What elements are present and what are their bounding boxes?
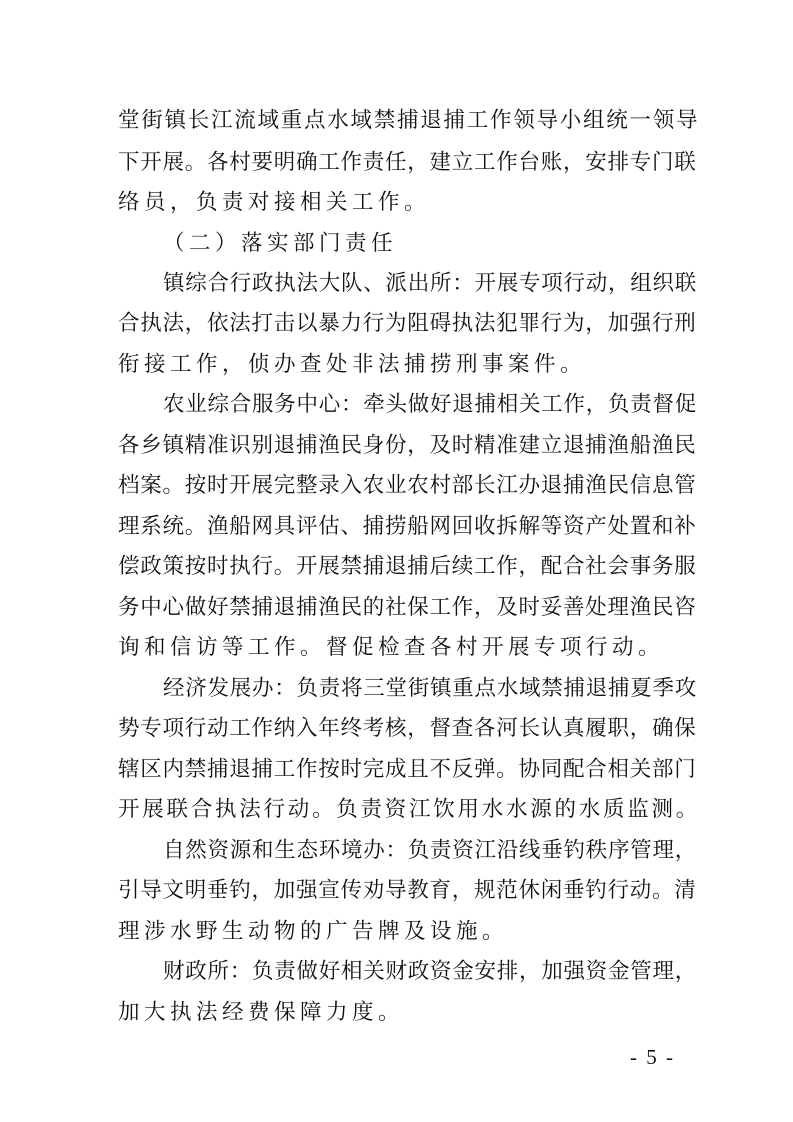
text-line: 偿政策按时执行。开展禁捕退捕后续工作，配合社会事务服 bbox=[118, 554, 697, 579]
text-line: 务中心做好禁捕退捕渔民的社保工作，及时妥善处理渔民咨 bbox=[118, 595, 697, 620]
text-line: 合执法，依法打击以暴力行为阻碍执法犯罪行为，加强行刑 bbox=[118, 311, 697, 336]
text-line: 自然资源和生态环境办：负责资江沿线垂钓秩序管理， bbox=[163, 838, 698, 863]
text-line: 辖区内禁捕退捕工作按时完成且不反弹。协同配合相关部门 bbox=[118, 757, 697, 782]
text-line: 农业综合服务中心：牵头做好退捕相关工作，负责督促 bbox=[163, 392, 698, 417]
text-line: 加大执法经费保障力度。 bbox=[118, 1000, 405, 1025]
text-line: 势专项行动工作纳入年终考核，督查各河长认真履职，确保 bbox=[118, 716, 697, 741]
text-line: 经济发展办：负责将三堂街镇重点水域禁捕退捕夏季攻 bbox=[163, 676, 698, 701]
text-line: 络员，负责对接相关工作。 bbox=[118, 190, 431, 215]
page-number: - 5 - bbox=[630, 1045, 675, 1069]
text-line: 询和信访等工作。督促检查各村开展专项行动。 bbox=[118, 635, 665, 660]
text-line: 理系统。渔船网具评估、捕捞船网回收拆解等资产处置和补 bbox=[118, 514, 697, 539]
text-line: 财政所：负责做好相关财政资金安排，加强资金管理， bbox=[163, 959, 698, 984]
text-line: 引导文明垂钓，加强宣传劝导教育，规范休闲垂钓行动。清 bbox=[118, 878, 697, 903]
text-line: 镇综合行政执法大队、派出所：开展专项行动，组织联 bbox=[163, 271, 698, 296]
text-line: 各乡镇精准识别退捕渔民身份，及时精准建立退捕渔船渔民 bbox=[118, 433, 697, 458]
text-line: 下开展。各村要明确工作责任，建立工作台账，安排专门联 bbox=[118, 150, 697, 175]
text-line: 衔接工作，侦办查处非法捕捞刑事案件。 bbox=[118, 352, 587, 377]
section-heading: （二）落实部门责任 bbox=[163, 231, 398, 256]
text-line: 堂街镇长江流域重点水域禁捕退捕工作领导小组统一领导 bbox=[118, 108, 700, 133]
text-line: 档案。按时开展完整录入农业农村部长江办退捕渔民信息管 bbox=[118, 473, 697, 498]
text-line: 理涉水野生动物的广告牌及设施。 bbox=[118, 919, 509, 944]
text-line: 开展联合执法行动。负责资江饮用水水源的水质监测。 bbox=[118, 797, 701, 822]
